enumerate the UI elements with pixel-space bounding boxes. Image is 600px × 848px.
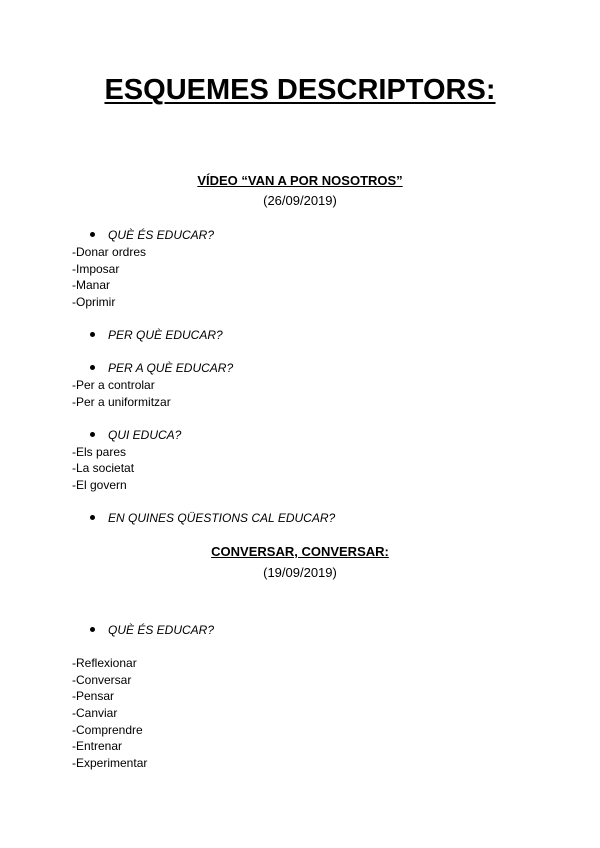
answer-item: -Reflexionar xyxy=(72,656,137,670)
section-date-video: (26/09/2019) xyxy=(263,193,337,208)
bullet-dot-icon xyxy=(90,232,95,237)
page-title: ESQUEMES DESCRIPTORS: xyxy=(104,74,496,106)
section-date-conversar: (19/09/2019) xyxy=(263,565,337,580)
question-per-que-educar xyxy=(90,327,223,343)
question-label: PER QUÈ EDUCAR? xyxy=(108,328,223,342)
answer-item: -Experimentar xyxy=(72,756,148,770)
question-label: PER A QUÈ EDUCAR? xyxy=(108,361,234,375)
bullet-dot-icon xyxy=(90,432,95,437)
bullet-dot-icon xyxy=(90,332,95,337)
answer-item: -Entrenar xyxy=(72,739,123,753)
question-label: EN QUINES QÜESTIONS CAL EDUCAR? xyxy=(108,511,336,525)
answer-item: -Per a uniformitzar xyxy=(72,395,171,409)
answer-item: -Pensar xyxy=(72,689,115,703)
answer-item: -Conversar xyxy=(72,673,132,687)
answer-item: -Per a controlar xyxy=(72,378,155,392)
answer-item: -Donar ordres xyxy=(72,245,147,259)
answer-item: -Manar xyxy=(72,278,111,292)
section-heading-video: VÍDEO “VAN A POR NOSOTROS” xyxy=(197,173,403,188)
answer-item: -Canviar xyxy=(72,706,118,720)
bullet-dot-icon xyxy=(90,515,95,520)
answer-item: -La societat xyxy=(72,461,135,475)
bullet-dot-icon xyxy=(90,365,95,370)
answer-item: -Els pares xyxy=(72,445,127,459)
answer-item: -Imposar xyxy=(72,262,120,276)
question-label: QUÈ ÉS EDUCAR? xyxy=(108,228,215,242)
question-label: QUI EDUCA? xyxy=(108,428,182,442)
answer-item: -El govern xyxy=(72,478,127,492)
answer-item: -Oprimir xyxy=(72,295,116,309)
question-que-es-educar xyxy=(90,227,214,243)
section-heading-conversar: CONVERSAR, CONVERSAR: xyxy=(211,544,389,559)
bullet-dot-icon xyxy=(90,627,95,632)
question-en-quines-questions xyxy=(90,510,335,526)
question-per-a-que-educar xyxy=(90,360,233,376)
question-label: QUÈ ÉS EDUCAR? xyxy=(108,623,215,637)
answer-item: -Comprendre xyxy=(72,723,143,737)
question-qui-educa xyxy=(90,427,181,443)
question-que-es-educar-2 xyxy=(90,622,214,638)
